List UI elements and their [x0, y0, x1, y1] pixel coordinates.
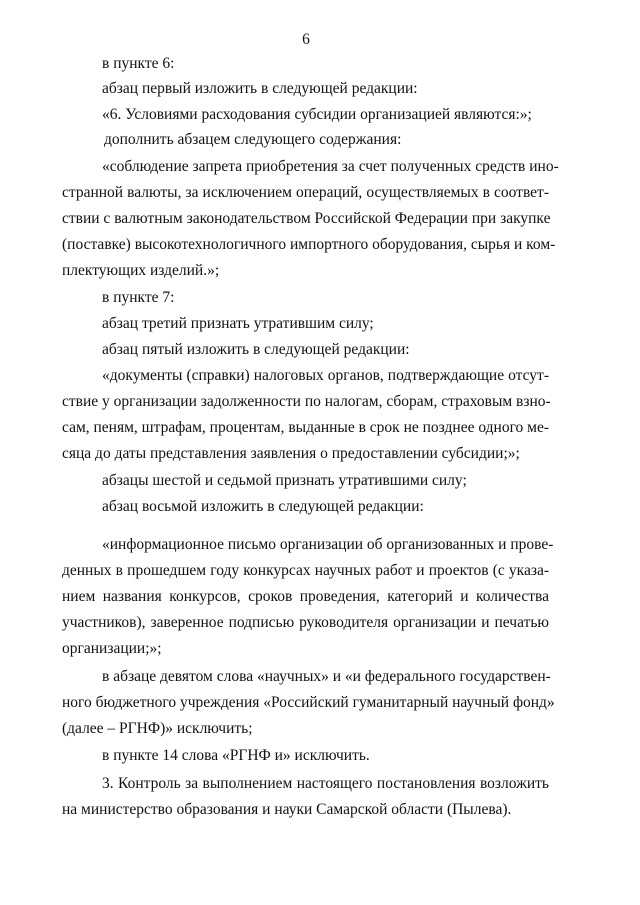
text-line: денных в прошедшем году конкурсах научных работ и проектов (с указа-	[62, 562, 549, 579]
text-line: нием названия конкурсов, сроков проведения, категорий и количества	[62, 588, 549, 605]
text-line: 3. Контроль за выполнением настоящего постановления возложить	[102, 775, 549, 792]
text-line: дополнить абзацем следующего содержания:	[104, 131, 402, 148]
text-line: в пункте 7:	[102, 289, 175, 306]
text-line: на министерство образования и науки Самарской области (Пылева).	[62, 801, 512, 818]
text-line: «документы (справки) налоговых органов, подтверждающие отсут-	[102, 367, 549, 384]
text-line: абзац пятый изложить в следующей редакции:	[102, 341, 410, 358]
text-line: ного бюджетного учреждения «Российский гуманитарный научный фонд»	[62, 694, 555, 711]
text-line: абзацы шестой и седьмой признать утратившими силу;	[102, 472, 467, 489]
text-line: абзац первый изложить в следующей редакции:	[102, 80, 418, 97]
text-line: плектующих изделий.»;	[62, 262, 220, 279]
text-line: ствии с валютным законодательством Российской Федерации при закупке	[62, 210, 551, 227]
text-line: в пункте 14 слова «РГНФ и» исключить.	[102, 747, 370, 764]
text-line: участников), заверенное подписью руководителя организации и печатью	[62, 614, 549, 631]
text-line: абзац восьмой изложить в следующей редакции:	[102, 498, 424, 515]
text-line: организации;»;	[62, 640, 162, 657]
text-line: «соблюдение запрета приобретения за счет полученных средств ино-	[102, 158, 559, 175]
text-line: в пункте 6:	[102, 55, 175, 72]
text-line: сяца до даты представления заявления о предоставлении субсидии;»;	[62, 445, 520, 462]
page-number: 6	[302, 31, 310, 48]
text-line: «информационное письмо организации об организованных и прове-	[102, 536, 554, 553]
text-line: «6. Условиями расходования субсидии организацией являются:»;	[102, 106, 532, 123]
text-line: сам, пеням, штрафам, процентам, выданные в срок не позднее одного ме-	[62, 419, 550, 436]
text-line: ствие у организации задолженности по налогам, сборам, страховым взно-	[62, 393, 551, 410]
text-line: абзац третий признать утратившим силу;	[102, 315, 374, 332]
text-line: (далее – РГНФ)» исключить;	[62, 720, 253, 737]
text-line: в абзаце девятом слова «научных» и «и федерального государствен-	[102, 668, 551, 685]
text-line: странной валюты, за исключением операций, осуществляемых в соответ-	[62, 184, 549, 201]
text-line: (поставке) высокотехнологичного импортного оборудования, сырья и ком-	[62, 236, 556, 253]
